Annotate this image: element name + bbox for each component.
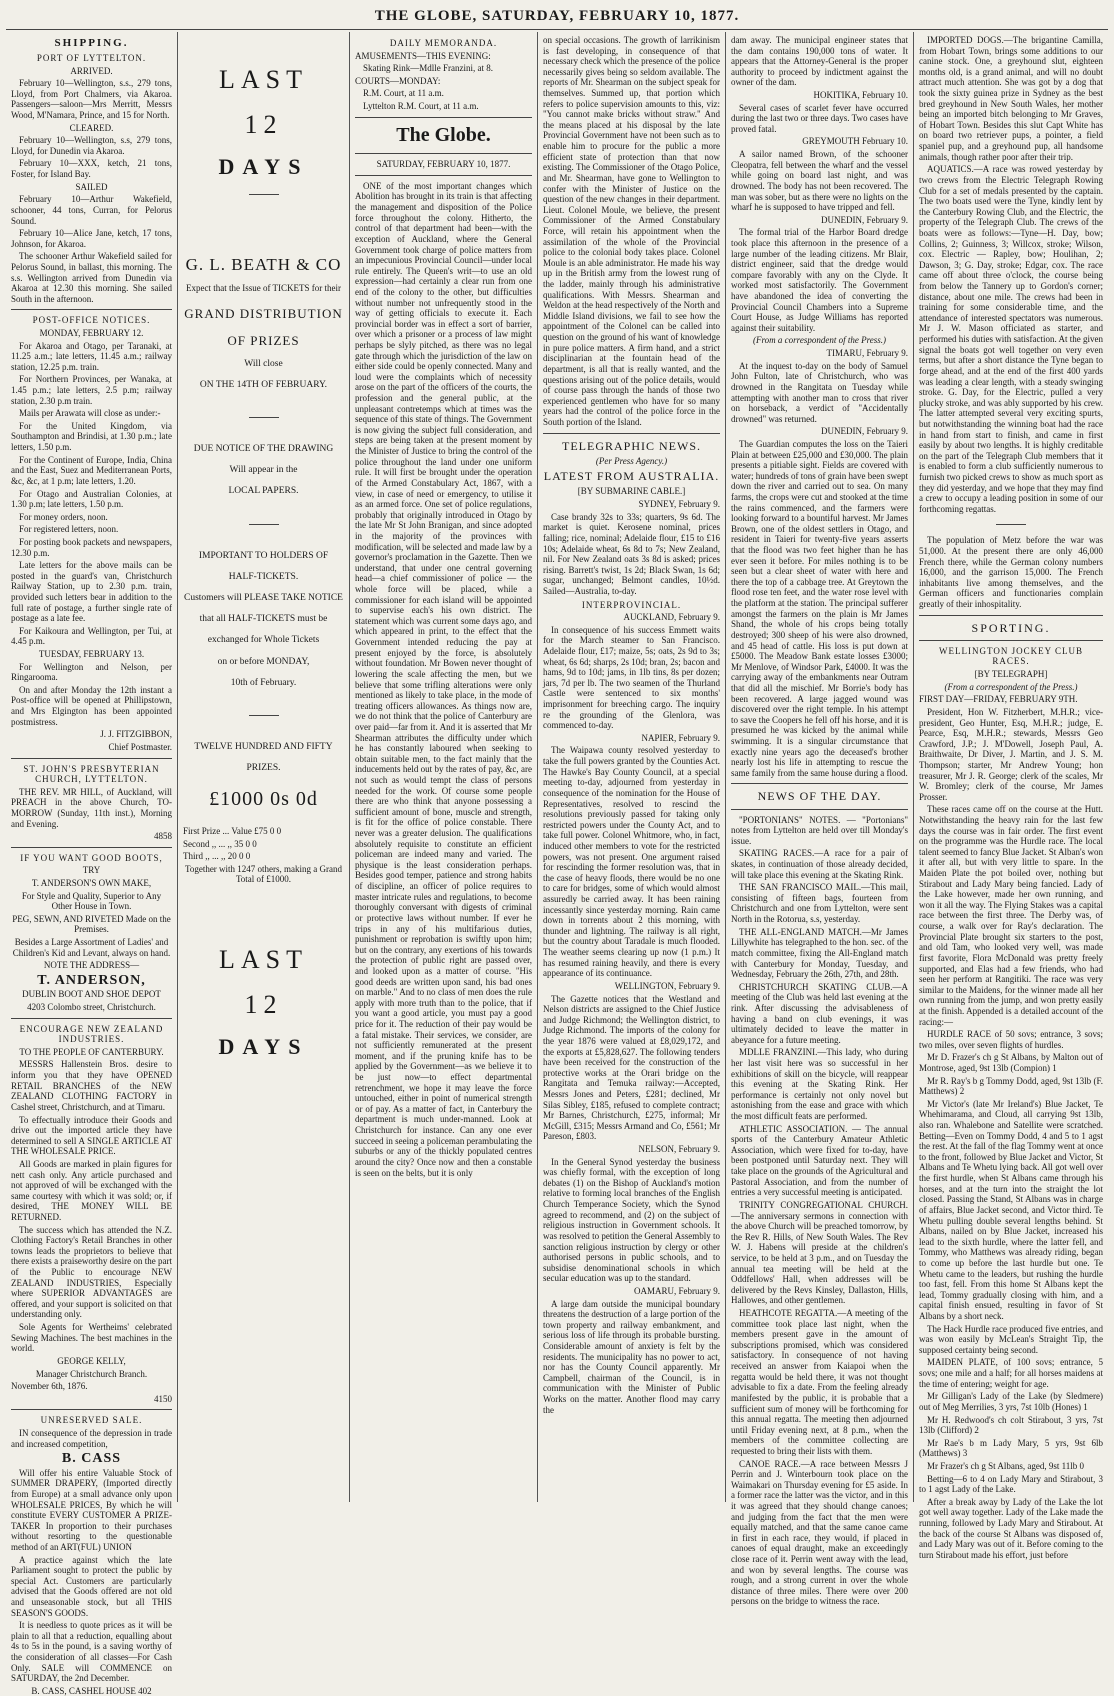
interprovincial-heading: INTERPROVINCIAL. [581, 599, 682, 610]
beath-title: G. L. BEATH & CO [185, 255, 342, 275]
news-paragraph: The formal trial of the Harbor Board dredge took place this afternoon in the presence of a large number of the leading citizens. Mr Blair, district engineer, said that the dredge would compare favorably with any on the Clyde. It worked most satisfactorily. The Government have abandoned the idea of converting the Provincial Council Chambers into a Supreme Court House, as Judge Williams has reported against their suitability. [731, 227, 908, 333]
post-office-heading: POST-OFFICE NOTICES. [32, 315, 151, 326]
prize-line: Second ,, ... ,, 35 0 0 [183, 838, 257, 849]
dateline: NELSON, February 9. [638, 1144, 720, 1155]
post-entry: For posting book packets and newspapers, 12.30 p.m. [11, 536, 172, 558]
ad-number: 12 [244, 109, 283, 139]
divider [11, 309, 172, 310]
news-item: HEATHCOTE REGATTA.—A meeting of the committee took place last night, when the members present gave in the amount of subscriptions promised, which was considered satisfactory. In consequence of not having received an answer from Kaiapoi when the regatta would be held there, it was not thought advisable to fix a date. From the feeling already manifested by the public, it is probable that a sufficient sum of money will be forthcoming for this annual regatta. The meeting then adjourned until Friday evening next, at 8 p.m., when the members of the committee collecting are requested to bring their lists with them. [731, 1308, 908, 1456]
columns [6, 32, 1108, 1696]
ad-line: ON THE 14TH OF FEBRUARY. [199, 379, 328, 390]
cass-name: B. CASS [61, 1451, 122, 1467]
boots-heading: IF YOU WANT GOOD BOOTS, [20, 852, 163, 863]
cable-line: [BY SUBMARINE CABLE.] [577, 486, 686, 497]
race-result: Mr Frazer's ch g St Albans, aged, 9st 11lb 0 [927, 1460, 1085, 1471]
post-entry: Late letters for the above mails can be posted in the guard's van, Christchurch Railway Station, up to 2.30 p.m. train, provided such letters bear in addition to the full rate of postage, a further single rate of postage as a late fee. [11, 560, 172, 624]
prize-total: £1000 0s 0d [209, 788, 318, 811]
post-signature: J. J. FITZGIBBON, [100, 729, 172, 740]
news-paragraph: At the inquest to-day on the body of Samuel John Fulton, late of Christchurch, who was drowned in the Rangitata on Tuesday while attempting with another man to cross that river on horseback, a verdict of "Accidentally drowned" was returned. [731, 360, 908, 424]
race-paragraph: Mr Victor's (late Mr Ireland's) Blue Jacket, Te Whehimarama, and Cloud, all carrying 9st 13lb, also ran. Whalebone and Satellite were scratched. Betting—Even on Tommy Dodd, 4 and 5 to 1 agst the rest. At the fall of the flag Tommy went at once to the front, followed by Blue Jacket and Victor, St Albans and Te Whetu lying back. All got well over the first hurdle, when St Albans came through his horses, and at the turn into the straight the lot closed. Passing the Stand, St Albans was in charge of affairs, Blue Jacket second, and Victor third. Te Whetu pulling double several lengths behind. St Albans, nailed on by Blue Jacket, increased his lead to the sixth hurdle, where the latter fell, and Tommy, who Matthews was already riding, began to come up before the last hurdle but one. Te Whetu came to the leaders, but rushing the hurdle too fast, fell. From this home St Albans kept the lead, Tommy gradually closing with him, and a capital finish ensued, resulting in favor of St Albans by a short neck. [919, 1098, 1103, 1322]
ad-line: TWELVE HUNDRED AND FIFTY [194, 742, 333, 753]
post-entry: For Kaikoura and Wellington, per Tui, at 4.45 p.m. [11, 625, 172, 647]
news-paragraph: The Guardian computes the loss on the Taieri Plain at between £25,000 and £30,000. The plain presents a pitiable sight. Fields are covered with water; hundreds of tons of grain have been swept down the river and carried out to sea. On many farms, the crops were cut and stooked at the time the rains commenced, and the farmers were looking forward to a bountiful harvest. Mr James Brown, one of the oldest settlers in Otago, and resident in Taieri for twenty-five years asserts that the flood was two feet higher than he has ever seen it before. For miles nothing is to be seen but a clear sheet of water with here and there the top of a cabbage tree. At Greytown the flood rose ten feet, and the water rose level with the platform at the station. The principal sufferer amongst the farmers on the plain is Mr James Shand, the whole of his crops being totally destroyed; 300 sheep of his were also drowned, and 45 head of cattle. His loss is put down at £5000. The Meadow Bank estate losses £3000; Mr Menlove, of Windsor Park, £4000. It was the carrying away of the embankments near Outram that did all the mischief. Mr Borrie's body has been recovered. A large jagged wound was discovered over the right temple. In his attempt to save the Coopers he fell off his horse, and it is presumed he was kicked by the animal while swimming. It is a singular circumstance that exactly nine years ago the deceased's brother nearly lost his life in attempting to rescue the same family from the same house during a flood. [731, 438, 908, 778]
column-3 [350, 32, 538, 1502]
memo-line: Lyttelton R.M. Court, at 11 a.m. [363, 101, 479, 112]
correspondent-line: (From a correspondent of the Press.) [944, 681, 1078, 692]
sale-paragraph: Will offer his entire Valuable Stock of SUMMER DRAPERY, (Imported directly from Europe) at a small advance only upon WHOLESALE PRICES, By which he will constitute EVERY CUSTOMER A PRIZE-TAKER In proportion to their purchases without resorting to the questionable method of an ART(FUL) UNION [11, 1467, 172, 1552]
ad-line: 10th of February. [230, 677, 297, 688]
ad-last: LAST [219, 945, 308, 975]
race-paragraph: The Hack Hurdle race produced five entries, and was won easily by McLean's Straight Tip, the supposed certainty being second. [919, 1323, 1103, 1355]
nz-paragraph: All Goods are marked in plain figures for nett cash only. Any article purchased and not approved of will be exchanged with the same courtesy with which it was sold; or, if desired, THE MONEY WILL BE RETURNED. [11, 1158, 172, 1222]
divider [249, 194, 279, 195]
shipping-heading: SHIPPING. [54, 37, 129, 49]
news-item: TRINITY CONGREGATIONAL CHURCH.—The anniversary sermons in connection with the above Church will be preached tomorrow, by the Rev R. Hills, of New South Wales. The Rev W. J. Habens will preside at the children's service, to be held at 3 p.m., and on Tuesday the annual tea meeting will be held at the Oddfellows' Hall, when addresses will be delivered by the Revs Kinsley, Dallaston, Hills, Hallowes, and other gentlemen. [731, 1199, 908, 1306]
post-entry: For Otago and Australian Colonies, at 1.30 p.m; late letters, 1.50 p.m. [11, 488, 172, 510]
news-item: The population of Metz before the war was 51,000. At the present there are only 46,000 French there, while the German colony numbers 16,000, and the garrison 15,000. The French inhabitants live among themselves, and the German officers and functionaries complain greatly of their inhospitality. [919, 535, 1103, 610]
port-heading: PORT OF LYTTELTON. [36, 52, 147, 63]
news-item: SKATING RACES.—A race for a pair of skates, in continuation of those already decided, will take place this evening at the Skating Rink. [731, 848, 908, 880]
divider [919, 640, 1103, 641]
wjc-heading: WELLINGTON JOCKEY CLUB RACES. [939, 645, 1083, 667]
boots-address: 4203 Colombo street, Christchurch. [27, 1002, 156, 1013]
sailed-entry: February 10—Alice Jane, ketch, 17 tons, Johnson, for Akaroa. [11, 228, 172, 249]
boots-line: Besides a Large Assortment of Ladies' and Children's Kid and Levant, always on hand. [12, 937, 171, 958]
race-paragraph: These races came off on the course at the Hutt. Notwithstanding the heavy rain for the last few days the course was in fair order. The first event on the programme was the Hurdle race. The local talent seemed to fancy Blue Jacket. St Alban's won it after all, but with very little to spare. In the Maiden Plate the pot boiled over, nothing but Stirabout and Lady Mary being fancied. Lady of the Lake however, made her own running, and won it all the way. The Flying Stakes was a capital race between the first three. The Derby was, of course, a walk over for Ray's declaration. The Provincial Plate brought six starters to the post, and old Tam, who looked very well, was made first favorite, Flora McDonald was pretty freely supported, and Elas had a few friends, who had seen her perform at Rangitiki. The race was very similar to the Maidens, for the winner made all her own running from the jump, and won pretty easily at the finish. Appended is a detailed account of the racing:— [919, 804, 1103, 1027]
ad-days: DAYS [218, 154, 309, 180]
news-item: THE SAN FRANCISCO MAIL.—This mail, consisting of fifteen bags, fourteen from Christchurch and one from Lyttelton, were sent North in the Rotorua, s.s, yesterday. [731, 882, 908, 925]
ad-line: Will appear in the [229, 465, 298, 476]
ad-line: LOCAL PAPERS. [228, 486, 299, 497]
divider [11, 847, 172, 848]
news-item: "PORTONIANS" NOTES. — "Portonians" notes from Lyttelton are held over till Monday's issue. [731, 814, 908, 846]
divider [11, 758, 172, 759]
ad-number: 12 [244, 989, 283, 1019]
church-heading: ST. JOHN'S PRESBYTERIAN CHURCH, LYTTELTON. [23, 763, 160, 785]
news-item: THE ALL-ENGLAND MATCH.—Mr James Lillywhite has telegraphed to the hon. sec. of the match committee, fixing the All-England match with Canterbury for Monday, Tuesday, and Wednesday, February the 26th, 27th, and 28th. [731, 926, 908, 980]
church-notice: THE REV. MR HILL, of Auckland, will PREACH in the above Church, TO-MORROW (Sunday, 11th inst.), Morning and Evening. [11, 786, 172, 829]
sale-heading: UNRESERVED SALE. [40, 1415, 143, 1426]
memo-line: R.M. Court, at 11 a.m. [363, 88, 444, 99]
telegraph-line: [BY TELEGRAPH] [974, 669, 1048, 680]
ad-line: Expect that the Issue of TICKETS for their [185, 283, 342, 294]
of-prizes: OF PRIZES [227, 333, 300, 349]
post-entry: For Northern Provinces, per Wanaka, at 1.45 p.m.; late letters, 2.5 p.m; railway station, 2.30 p.m train. [11, 374, 172, 406]
post-entry: For the United Kingdom, via Southampton and Brindisi, at 1.30 p.m.; late letters, 1.50 p.m. [11, 420, 172, 453]
nz-ad-number: 4150 [154, 1393, 172, 1404]
boots-line: PEG, SEWN, AND RIVETED Made on the Premises. [12, 913, 171, 935]
editorial-dateline: SATURDAY, FEBRUARY 10, 1877. [376, 159, 511, 170]
news-paragraph: Several cases of scarlet fever have occurred during the last two or three days. Two cases have proved fatal. [731, 102, 908, 134]
divider [543, 433, 720, 434]
ad-line: that all HALF-TICKETS must be [199, 614, 328, 625]
race-result: Mr D. Frazer's ch g St Albans, by Malton out of Montrose, aged, 9st 13lb (Compion) 1 [919, 1052, 1103, 1073]
sailed-label: SAILED [75, 181, 108, 192]
news-paragraph: A sailor named Brown, of the schooner Cleopatra, fell between the wharf and the vessel while going on board last night, and was drowned. The body has not been recovered. The man was sober, but as there were no lights on the wharf he is supposed to have tripped and fell. [731, 149, 908, 213]
news-paragraph: A large dam outside the municipal boundary threatens the destruction of a large portion of the town property and railway embankment, and serious loss of life through its probable bursting. Considerable amount of anxiety is felt by the residents. The municipality has no power to act, nor has the County Council apparently. Mr Campbell, chairman of the Council, is in communication with the Minister of Public Works on the matter. Another flood may carry the [543, 1298, 720, 1415]
sporting-heading: SPORTING. [971, 620, 1051, 635]
post-entry: For Wellington and Nelson, per Ringarooma. [11, 661, 172, 683]
news-item: IMPORTED DOGS.—The brigantine Camilla, from Hobart Town, brings some additions to our canine stock. One, a greyhound slut, eighteen months old, is a grand animal, and will no doubt attract much attention. She was got by a dog that took the sixty guinea prize in Sydney as the best bred greyhound in New South Wales, her mother being an imported bitch belonging to Mr Graves, of Hobart Town. Besides this slut Capt White has on board two retriever pups, a pointer, a field spaniel pup, and a greyhound pup, all handsome animals, though rather poor after their trip. [919, 35, 1103, 162]
nz-paragraph: The success which has attended the N.Z. Clothing Factory's Retail Branches in other towns leads the proprietors to believe that there exists a praiseworthy desire on the part of the Public to encourage NEW ZEALAND INDUSTRIES, Especially where SUPERIOR ADVANTAGES are offered, and your support is solicited on that understanding only. [11, 1224, 172, 1320]
nz-date: November 6th, 1876. [11, 1381, 88, 1392]
news-of-day-heading: NEWS OF THE DAY. [757, 789, 882, 804]
nz-signature: GEORGE KELLY, [57, 1355, 126, 1366]
post-entry: For money orders, noon. [19, 511, 108, 522]
dateline: HOKITIKA, February 10. [813, 90, 908, 101]
post-day: MONDAY, FEBRUARY 12. [39, 327, 144, 338]
editorial-body: ONE of the most important changes which Abolition has brought in its train is that affecting the management and disposition of the Police force throughout the colony. Hitherto, the control of that department had been—with the exception of Auckland, where the General Government took charge of police matters from an impecunious Provincial Council—under local rule entirely. The Queen's writ—to use an old expression—had certainly a clear run from one end of the colony to the other, but difficulties without number not unfrequently stood in the way of getting officials to execute it. Each provincial border was in effect a sort of barrier, over which a prisoner or a process of law might perhaps be slyly pitched, as there was no legal gate through which the jurisdiction of the law on either side could be openly connected. Many and loud were the complaints which of necessity arose on the part of the officers of the courts, the profession and the general public, at the unpleasant contretemps which at times was the sequence of this state of things. The Government is now giving the subject full consideration, and steps are being taken at the present moment by the Minister of Justice to bring the control of the police throughout the land under one uniform rule. It will first be brought under the operation of the Armed Constabulary Act, 1867, with a view, in case of need or emergency, to utilise it as an armed force. One set of police regulations, probably that originally introduced in Otago by the late Mr St John Branigan, and since adopted in the majority of the provinces with modification, will be selected and made law by a governor's proclamation in the Gazette. Then we understand, that under one central governing head—a chief commissioner of police — the whole force will be placed, while a commissioner for each island will be appointed to supervise each's his own district. The statement which was current some days ago, and which appeared in print, to the effect that the Government intended reducing the pay at present enjoyed by the force, is absolutely without foundation. Mr Bowen never thought of lowering the scale affecting the men, but we believe that some trifling alterations were only mentioned as likely to take place, in the mode of treating officers allowances. As things now are, we do not think that the police of Canterbury are over paid—far from it. And it is asserted that Mr Shearman attributes the difficulty under which he has constantly laboured when seeking to obtain suitable men, to the fact mainly that the inducements held out by the rates of pay, &c, are not such as would tempt the class of persons needed for the work. Of course some people there are who think that anyone possessing a sufficient amount of bone, muscle and strength, is fit for the office of police constable. There never was a greater delusion. The qualifications absolutely requisite to constitute an efficient policeman are indeed many and varied. The physique is the least consideration perhaps. Besides good temper, patience and strong habits of discipline, an officer of police requires to master intricate rules and regulations, to become thoroughly conversant with digests of criminal or protective laws without number. If ever he trips in any of his multifarious duties, punishment or reprobation is swiftly upon him; but on the contrary, any exertions of his towards the protection of public right are passed over, and looked upon as a matter of course. "His good deeds are written upon sand, his bad ones on marble." And to no class of men does the rule apply with more truth than to the police, that if you want a good article, you must pay a good price for it. The reduction of their pay would be a fatal mistake. Their services, we consider, are not sufficiently remunerated at the present moment, and if the pruning knife has to be applied by the Government—as we believe it to be just now—to effect departmental retrenchment, we hope it may leave the force untouched, either in point of numerical strength or of pay. As a matter of fact, in Canterbury the department is much under-manned. Look at Christchurch for instance. Can any one ever succeed in seeing a policeman perambulating the suburbs or any of the thickly populated centres around the city? Once now and then a constable is seen on the belts, but it is only [355, 180, 532, 1178]
dateline: OAMARU, February 9. [634, 1285, 720, 1296]
shipping-note: The schooner Arthur Wakefield sailed for Pelorus Sound, in ballast, this morning. The s.s. Wellington arrived from Dunedin via Akaroa at 12.30 this morning. She sailed South in the afternoon. [11, 251, 172, 304]
news-item: ATHLETIC ASSOCIATION. — The annual sports of the Canterbury Amateur Athletic Association, which were fixed for to-day, have been postponed until Saturday next. They will take place on the grounds of the Agricultural and Pastoral Association, and from the number of entries a very successful meeting is anticipated. [731, 1123, 908, 1198]
masthead: THE GLOBE, SATURDAY, FEBRUARY 10, 1877. [6, 8, 1108, 30]
divider [996, 524, 1026, 525]
ad-line: exchanged for Whole Tickets [207, 635, 320, 646]
divider [919, 615, 1103, 616]
nz-industries-heading: ENCOURAGE NEW ZEALAND INDUSTRIES. [19, 1023, 164, 1045]
officials-paragraph: President, Hon W. Fitzherbert, M.H.R.; vice-president, Geo Hunter, Esq, M.H.R.; judge, E. Pearce, Esq, M.H.R.; stewards, Messrs Geo Crawford, J.P.; J. M'Dowell, Joseph Paul, A. Braithwaite, Dr Diver, J. Martin, and J. S. M. Thompson; starter, Mr Andrew Young; hon treasurer, Mr J. R. George; clerk of the scales, Mr W. Bromley; clerk of the course, Mr James Prosser. [919, 706, 1103, 802]
nz-paragraph: MESSRS Hallenstein Bros. desire to inform you that they have OPENED RETAIL BRANCHES of the NEW ZEALAND CLOTHING FACTORY in Cashel street, Christchurch, and at Timaru. [11, 1059, 172, 1112]
sale-paragraph: A practice against which the late Parliament sought to protect the public by special Act. Customers are particularly advised that the Goods offered are not old and unseasonable stock, but all THIS SEASON'S GOODS. [11, 1554, 172, 1618]
prize-together: Together with 1247 others, making a Grand Total of £1000. [184, 863, 343, 885]
race-paragraph: Betting—6 to 4 on Lady Mary and Stirabout, 3 to 1 agst Lady of the Lake. [919, 1473, 1103, 1495]
nz-paragraph: Sole Agents for Wertheims' celebrated Sewing Machines. The best machines in the world. [11, 1322, 172, 1354]
correspondent-line: (From a correspondent of the Press.) [753, 335, 886, 346]
divider [11, 1018, 172, 1019]
memoranda-heading: DAILY MEMORANDA. [389, 38, 498, 48]
prize-line: Third ,, ... ,, 20 0 0 [183, 851, 251, 862]
dateline: AUCKLAND, February 9. [623, 612, 720, 623]
grand-distribution: GRAND DISTRIBUTION [184, 305, 343, 321]
news-item: CHRISTCHURCH SKATING CLUB.—A meeting of the Club was held last evening at the rink. After discussing the advisableness of having a band on club evenings, it was ultimately decided to leave the matter in abeyance for a future meeting. [731, 981, 908, 1045]
memo-line: Skating Rink—Mdlle Franzini, at 8. [363, 63, 493, 74]
column-1 [6, 32, 178, 1696]
agency-line: (Per Press Agency.) [595, 455, 668, 466]
ad-line: PRIZES. [246, 763, 281, 774]
boots-try: TRY [82, 865, 101, 876]
news-paragraph: The Gazette notices that the Westland and Nelson districts are assigned to the Chief Justice and Judge Richmond; the Wellington district, to Judge Richmond. The imports of the colony for the year 1876 were valued at £8,029,172, and the exports at £5,828,627. The following tenders have been received for the construction of the protective works at the Orari bridge on the Rangitata and Temuka railway:—Accepted, Messrs Jones and Peters, £281; declined, Mr Silas Sibley, £185, refused to complete contract; Mr Barnes, Christchurch, £275, informal; Mr McGill, £315; Messrs Armand and Co, £561; Mr Pareson, £803. [543, 993, 720, 1142]
news-paragraph: In the General Synod yesterday the business was chiefly formal, with the exception of long debates (1) on the Bishop of Auckland's motion relative to forming local branches of the English Church Temperance Society, which the Synod agreed to recommend, and (2) on the subject of religious instruction in Government schools. It was resolved to petition the General Assembly to sanction religious instruction by clergy or other authorised persons in public schools, and to subsidise denominational schools in which secular education was up to the standard. [543, 1156, 720, 1284]
ad-line: IMPORTANT TO HOLDERS OF [198, 550, 329, 561]
cleared-entry: February 10—XXX, ketch, 21 tons, Foster, for Island Bay. [11, 158, 172, 180]
dateline: GREYMOUTH February 10. [802, 136, 908, 147]
latest-heading: LATEST FROM AUSTRALIA. [543, 469, 720, 484]
memo-line: COURTS—MONDAY: [355, 75, 441, 86]
cleared-entry: February 10—Wellington, s.s, 279 tons, Lloyd, for Dunedin via Akaroa. [11, 135, 172, 156]
boots-line: T. ANDERSON'S OWN MAKE, [31, 878, 152, 889]
church-ad-number: 4858 [154, 831, 172, 842]
race-paragraph: After a break away by Lady of the Lake the lot got well away together. Lady of the Lake made the running, followed by Lady Mary and Stirabout. At the back of the course St Albans was disposed of, and Lady Mary was out of it. Before coming to the turn Stirabout made his effort, just before [919, 1496, 1103, 1560]
race-result: Mr Rae's b m Lady Mary, 5 yrs, 9st 6lb (Matthews) 3 [919, 1437, 1103, 1459]
boots-address: DUBLIN BOOT AND SHOE DEPOT [22, 989, 161, 1000]
cleared-label: CLEARED. [69, 122, 114, 133]
column-5 [726, 32, 914, 1607]
race-heading: HURDLE RACE of 50 sovs; entrance, 3 sovs; two miles, over seven flights of hurdles. [919, 1029, 1103, 1050]
post-entry: On and after Monday the 12th instant a Post-office will be opened at Phillipstown, and Mrs Elgington has been appointed postmistress. [11, 684, 172, 727]
nz-to-people: TO THE PEOPLE OF CANTERBURY. [19, 1046, 164, 1057]
post-entry: For Akaroa and Otago, per Taranaki, at 11.25 a.m.; late letters, 11.45 a.m.; railway station, 12.25 p.m. train. [11, 340, 172, 372]
news-paragraph: The Waipawa county resolved yesterday to take the full powers granted by the Counties Act. The Hawke's Bay County Council, at a special meeting to-day, adjourned from yesterday in consequence of the nomination for the House of Representatives, resolved to rescind the resolutions previously passed for taking only restricted powers under the County Act, and to take full power. Colonel Whitmore, who, in fact, induced other members to vote for the restricted powers, was not present. One argument raised for rescinding the former resolution was, that in the case of heavy floods, there would be no one to care for bridges, some of which would almost assuredly be carried away. It has been raining incessantly since yesterday morning. Rain came down in torrents about 2 this morning, with thunder and lightning. The railway is all right, but the country about Taradale is much flooded. The weather seems clearing up now (1 p.m.) It has resumed raining heavily, and there is every appearance of its continuance. [543, 745, 720, 979]
column-4 [538, 32, 726, 1502]
ad-line: Customers will PLEASE TAKE NOTICE [184, 593, 343, 604]
anderson-name: T. ANDERSON, [37, 972, 146, 988]
ad-line: Will close [244, 358, 283, 369]
ad-line: HALF-TICKETS. [228, 571, 299, 582]
nz-paragraph: To effectually introduce their Goods and drive out the imported article they have determined to sell A SINGLE ARTICLE AT THE WHOLESALE PRICE. [11, 1114, 172, 1157]
post-entry: Mails per Arawata will close as under:- [19, 408, 161, 419]
globe-title: The Globe. [396, 123, 491, 146]
divider [731, 809, 908, 810]
race-heading: MAIDEN PLATE, of 100 sovs; entrance, 5 sovs; one mile and a half; for all horses maidens at the time of entering; weight for age. [919, 1357, 1103, 1389]
sailed-entry: February 10—Arthur Wakefield, schooner, 44 tons, Curran, for Pelorus Sound. [11, 194, 172, 226]
post-signature-title: Chief Postmaster. [108, 741, 172, 752]
ad-days: DAYS [218, 1034, 309, 1060]
news-item: CANOE RACE.—A race between Messrs J Perrin and J. Winterbourn took place on the Waimakari on Thursday evening for £5 aside. In a former race the latter was the victor, and in this it was agreed that they should change canoes; and judging from the fact that the men were equally matched, and that the same canoe came in first in each race, they would, if placed in canoes of equal draught, make an exceedingly close race of it. Perrin went away with the lead, and won by several lengths. The course was rough, and a strong current in over the whole distance of three miles. There were over 200 persons on the bridge to witness the race. [731, 1458, 908, 1607]
arrived-entry: February 10—Wellington, s.s., 279 tons, Lloyd, from Port Chalmers, via Akaroa. Passengers—saloon—Mrs Merritt, Messrs Wood, M'Namara, Prince, and 15 for North. [11, 78, 172, 121]
dateline: WELLINGTON, February 9. [614, 980, 720, 991]
post-entry: For registered letters, noon. [19, 524, 119, 535]
column-2 [178, 32, 350, 1502]
nz-signature-title: Manager Christchurch Branch. [35, 1368, 148, 1379]
sale-paragraph: It is needless to quote prices as it will be plain to all that a reduction, equalling about 4s to 5s in the pound, is a saving worthy of the consideration of all classes—For Cash Only. SALE will COMMENCE on SATURDAY, the 2nd December. [11, 1620, 172, 1684]
dateline: TIMARU, February 9. [826, 348, 908, 359]
telegraphic-heading: TELEGRAPHIC NEWS. [562, 438, 701, 453]
news-item: MDLLE FRANZINI.—This lady, who during her last visit here was so successful in her exhibitions of skill on the bicycle, will reappear this evening at the Skating Rink. Her performance is certainly not only novel but astonishing from the ease and grace with which the most difficult feats are performed. [731, 1047, 908, 1122]
divider [355, 175, 532, 176]
post-entry: For the Continent of Europe, India, China and the East, Suez and Mediterranean Ports, &c, &c, at 1 p.m; late letters, 1.20. [11, 454, 172, 486]
divider [249, 524, 279, 525]
news-paragraph: Case brandy 32s to 33s; quarters, 9s 6d. The market is quiet. Kerosene nominal, prices falling; rice, nominal; Adelaide flour, £15 to £16 10s; Adelaide wheat, 6s 8d to 7s; New Zealand, nil. For New Zealand oats 3s 8d is asked; prices rising. Barrett's twist, 1s 2d; Black Swan, 1s 6d; sugar, unchanged; Belmont candles, 10½d. Sailed—Australia, to-day. [543, 511, 720, 596]
divider [249, 715, 279, 716]
dateline: SYDNEY, February 9. [638, 499, 720, 510]
boots-note: NOTE THE ADDRESS— [43, 960, 140, 971]
divider [11, 1409, 172, 1410]
race-result: Mr H. Redwood's ch colt Stirabout, 3 yrs, 7st 13lb (Clifford) 2 [919, 1414, 1103, 1436]
ad-last: LAST [219, 65, 308, 94]
divider [249, 417, 279, 418]
arrived-label: ARRIVED. [70, 65, 113, 76]
memo-line: AMUSEMENTS—THIS EVENING: [355, 50, 491, 61]
prize-line: First Prize ... Value £75 0 0 [183, 826, 282, 837]
divider [731, 783, 908, 784]
ad-line: DUE NOTICE OF THE DRAWING [193, 444, 334, 455]
race-result: Mr Gilligan's Lady of the Lake (by Sledmere) out of Meg Merrilies, 3 yrs, 7st 10lb (Hones) 1 [919, 1391, 1103, 1412]
dateline: NAPIER, February 9. [641, 732, 720, 743]
column-6 [914, 32, 1108, 1560]
news-paragraph: In consequence of his success Emmett waits for the March steamer to San Francisco. Adelaide flour, £17; maize, 5s; oats, 2s 9d to 3s; wheat, 6s 6d; sharps, 2s 10d; bran, 2s; bacon and hams, 9d to 10d; jams, in 1lb tins, 8s per dozen; jars, 7d per lb. The two seamen of the Thurland Castle were sentenced to six months' imprisonment for breeching cargo. The inquiry re the grounding of the Glenlora, was commenced to-day. [543, 624, 720, 731]
editorial-body: on special occasions. The growth of larrikinism is fast developing, in consequence of that necessary check which the presence of the police necessarily gives being so seldom available. The reports of Mr. Shearman on the subject speak for themselves. Summed up, that portion which refers to police supervision amounts to this, viz: "You cannot make bricks without straw." And the means placed at his disposal by the late Provincial Government have not been such as to enable him to procure for the public a more efficient state of protection than that now existing. The Commissioner of the Otago Police, and Mr. Shearman, have gone to Wellington to confer with the Minister of Justice on the question of the new changes in their department. Lieut. Colonel Moule, we believe, the present Commissioner of the Armed Constabulary Force, will retain his appointment when the assimilation of the whole of the Provincial police to the colonial body takes place. Colonel Moule is an able administrator. He made his way up in the British army from the lowest rung of the ladder, mainly through his administrative qualifications. With Messrs. Shearman and Weldon at the head respectively of the North and Middle Island divisions, we fail to see how the appointment of the Colonel can be called into question on the ground of his want of knowledge in pure police matters. A firm hand, and a strict disciplinarian at the fountain head of the department, is all that is really wanted, and the questions arising out of the police details, would of course pass through the hands of those two experienced gentlemen who have for so many years had the control of the police force in the South portion of the Island. [543, 35, 720, 427]
news-paragraph: dam away. The municipal engineer states that the dam contains 190,000 tons of water. It appears that the Attorney-General is the proper authority to proceed by indictment against the owner of the dam. [731, 35, 908, 88]
dateline: DUNEDIN, February 9. [821, 214, 908, 225]
ad-line: on or before MONDAY, [217, 656, 310, 667]
news-item: AQUATICS.—A race was rowed yesterday by two crews from the Electric Telegraph Rowing Club for a set of medals presented by the captain. The two boats used were the Tyne, kindly lent by the Canterbury Rowing Club, and the Electric, the property of the Telegraph Club. The crews of the boats were as follows:—Tyne—H. Day, bow; Collins, 2; Guinness, 3; Willcox, stroke; Wilson, cox. Electric — Rapley, bow; Houlihan, 2; Dawson, 3; G. Day, stroke; Edgar, cox. The race came off about three o'clock, the course being from below the Tannery up to Gordon's corner; distance, about one mile. The crews had been in training for some considerable time, and the attendance of interested spectators was numerous. Mr J. W. Mason officiated as starter, and performed his duties with satisfaction. At the given signal the boats got well together on very even terms, but after a short distance the Tyne began to forge ahead, and at the end of the first 400 yards was leading a clear length, with a steady swinging stroke. G. Day, for the Electric, pulled a very plucky stroke, and was ably supported by his crew. The latter attempted several very exciting spurts, but notwithstanding the winning boat had the race in hand from start to finish, and came in first easily by about two lengths. It is highly creditable on the part of the Telegraph Club members that it is enabled to form a club sufficiently numerous to furnish two picked crews to show as much sport as they did yesterday, and we hope that they may find a crew to occupy a leading position in some of our forthcoming regattas. [919, 164, 1103, 514]
divider [355, 117, 532, 118]
post-day: TUESDAY, FEBRUARY 13. [38, 649, 145, 660]
boots-line: For Style and Quality, Superior to Any Other House in Town. [21, 890, 162, 912]
sale-paragraph: IN consequence of the depression in trade and increased competition, [11, 1427, 172, 1449]
sale-footer: B. CASS, CASHEL HOUSE 402 [31, 1685, 152, 1696]
race-day: FIRST DAY—FRIDAY, FEBRUARY 9TH. [919, 694, 1078, 705]
race-result: Mr R. Ray's b g Tommy Dodd, aged, 9st 13lb (F. Matthews) 2 [919, 1075, 1103, 1097]
divider [355, 153, 532, 154]
dateline: DUNEDIN, February 9. [821, 426, 908, 437]
